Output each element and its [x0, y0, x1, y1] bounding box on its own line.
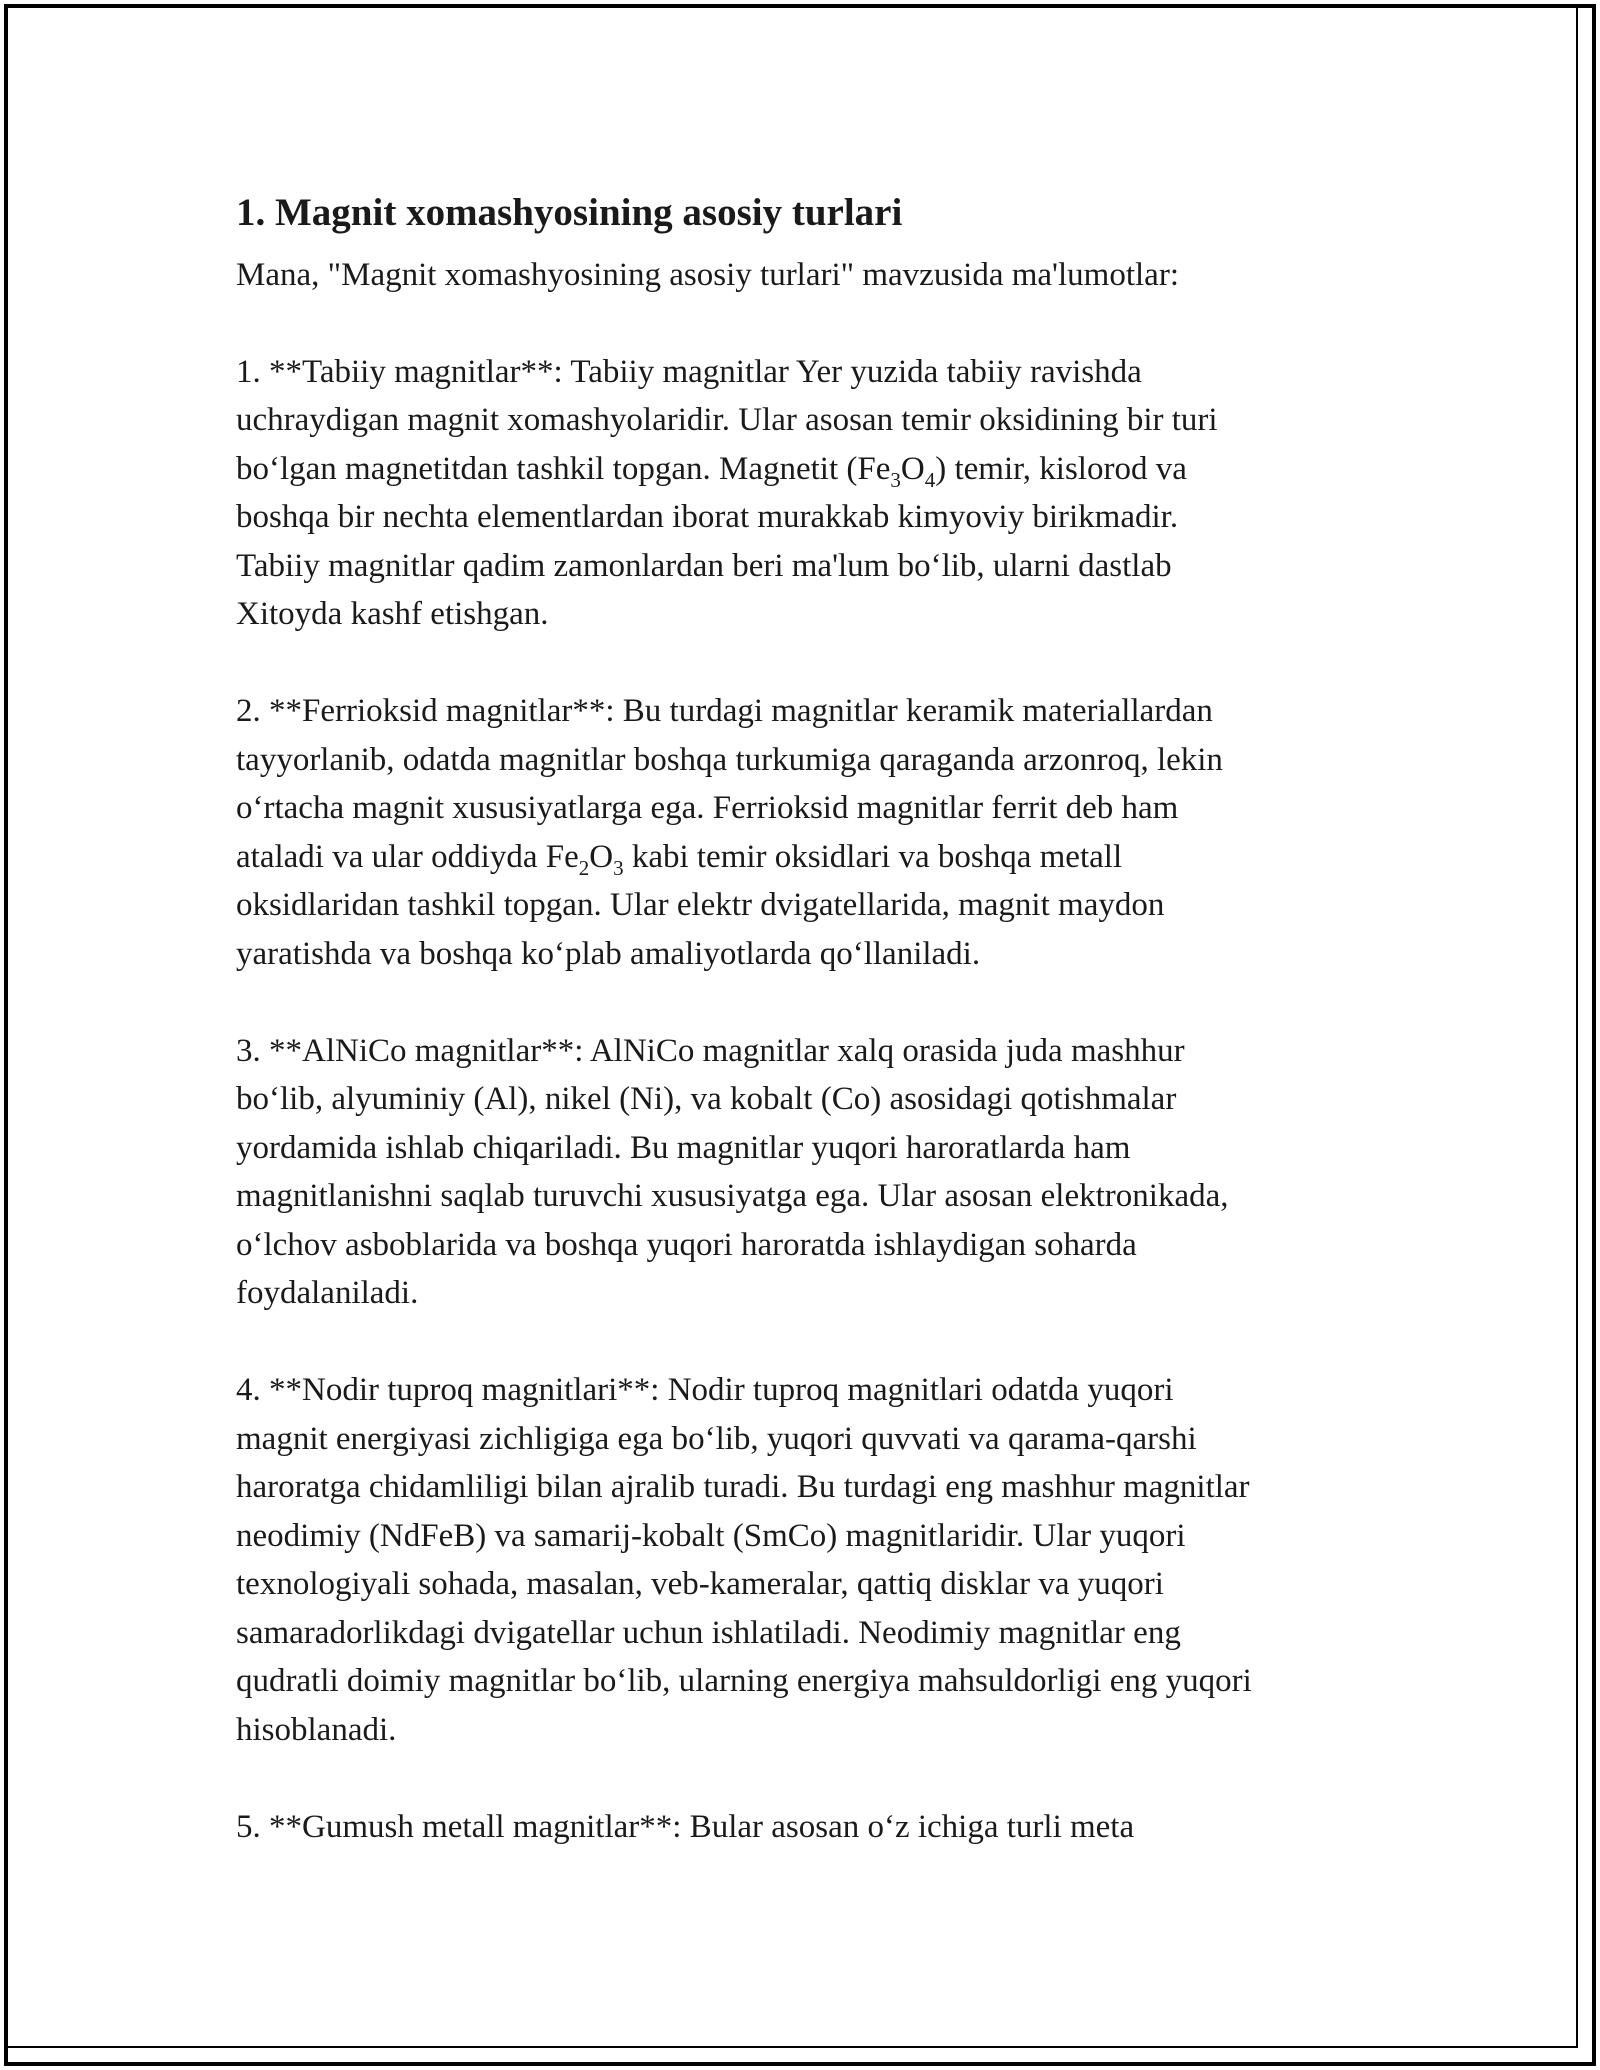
- text-line: neodimiy (NdFeB) va samarij-kobalt (SmCo) magnitlaridir. Ular yuqori: [236, 1517, 1186, 1554]
- list-item-paragraph: [236, 1027, 1386, 1318]
- document-title: 1. Magnit xomashyosining asosiy turlari: [236, 191, 903, 234]
- text-line: hisoblanadi.: [236, 1711, 397, 1748]
- text-line: tayyorlanib, odatda magnitlar boshqa turkumiga qaraganda arzonroq, lekin: [236, 741, 1223, 778]
- text-line: foydalaniladi.: [236, 1275, 419, 1311]
- subscript: 3: [613, 855, 624, 880]
- list-item-paragraph: [236, 1366, 1386, 1754]
- subscript: 3: [890, 467, 901, 492]
- text-line: samaradorlikdagi dvigatellar uchun ishlatiladi. Neodimiy magnitlar eng: [236, 1614, 1181, 1651]
- text-line: 5. **Gumush metall magnitlar**: Bular asosan o‘z ichiga turli meta: [236, 1808, 1135, 1845]
- text-line: texnologiyali sohada, masalan, veb-kameralar, qattiq disklar va yuqori: [236, 1566, 1164, 1602]
- text-line: qudratli doimiy magnitlar bo‘lib, ularning energiya mahsuldorligi eng yuqori: [236, 1663, 1252, 1699]
- text-line: 1. **Tabiiy magnitlar**: Tabiiy magnitlar Yer yuzida tabiiy ravishda: [236, 353, 1142, 390]
- list-item-paragraph: [236, 348, 1386, 639]
- paragraph-list: [236, 348, 1386, 1852]
- text-line: boshqa bir nechta elementlardan iborat murakkab kimyoviy birikmadir.: [236, 499, 1179, 535]
- text-line: yordamida ishlab chiqariladi. Bu magnitlar yuqori haroratlarda ham: [236, 1129, 1131, 1166]
- text-line: Xitoyda kashf etishgan.: [236, 596, 549, 632]
- list-item-paragraph: [236, 1803, 1386, 1852]
- text-line: Tabiiy magnitlar qadim zamonlardan beri ma'lum bo‘lib, ularni dastlab: [236, 547, 1172, 584]
- document-body: [236, 185, 1386, 1851]
- text-line: magnit energiyasi zichligiga ega bo‘lib, yuqori quvvati va qarama-qarshi: [236, 1420, 1197, 1457]
- text-line: uchraydigan magnit xomashyolaridir. Ular asosan temir oksidining bir turi: [236, 402, 1218, 438]
- text-line: haroratga chidamliligi bilan ajralib turadi. Bu turdagi eng mashhur magnitlar: [236, 1469, 1250, 1505]
- text-line: 3. **AlNiCo magnitlar**: AlNiCo magnitlar xalq orasida juda mashhur: [236, 1032, 1185, 1069]
- list-item-paragraph: [236, 687, 1386, 978]
- subscript: 2: [578, 855, 590, 880]
- text-line: magnitlanishni saqlab turuvchi xususiyatga ega. Ular asosan elektronikada,: [236, 1178, 1229, 1214]
- text-line: oksidlaridan tashkil topgan. Ular elektr dvigatellarida, magnit maydon: [236, 887, 1165, 923]
- subscript: 4: [924, 467, 936, 492]
- text-line: 4. **Nodir tuproq magnitlari**: Nodir tuproq magnitlari odatda yuqori: [236, 1372, 1174, 1408]
- text-line: o‘lchov asboblarida va boshqa yuqori haroratda ishlaydigan soharda: [236, 1226, 1137, 1263]
- text-line: 2. **Ferrioksid magnitlar**: Bu turdagi magnitlar keramik materiallardan: [236, 693, 1213, 729]
- text-line: o‘rtacha magnit xususiyatlarga ega. Ferrioksid magnitlar ferrit deb ham: [236, 790, 1179, 826]
- text-line: bo‘lgan magnetitdan tashkil topgan. Magnetit $(Fe_3O_4)$ temir, kislorod va: [236, 450, 1187, 492]
- text-line: yaratishda va boshqa ko‘plab amaliyotlarda qo‘llaniladi.: [236, 935, 981, 972]
- text-line: bo‘lib, alyuminiy (Al), nikel (Ni), va kobalt (Co) asosidagi qotishmalar: [236, 1081, 1177, 1117]
- text-line: ataladi va ular oddiyda $Fe_2O_3$ kabi temir oksidlari va boshqa metall: [236, 838, 1123, 880]
- intro-paragraph: Mana, "Magnit xomashyosining asosiy turlari" mavzusida ma'lumotlar:: [236, 257, 1179, 293]
